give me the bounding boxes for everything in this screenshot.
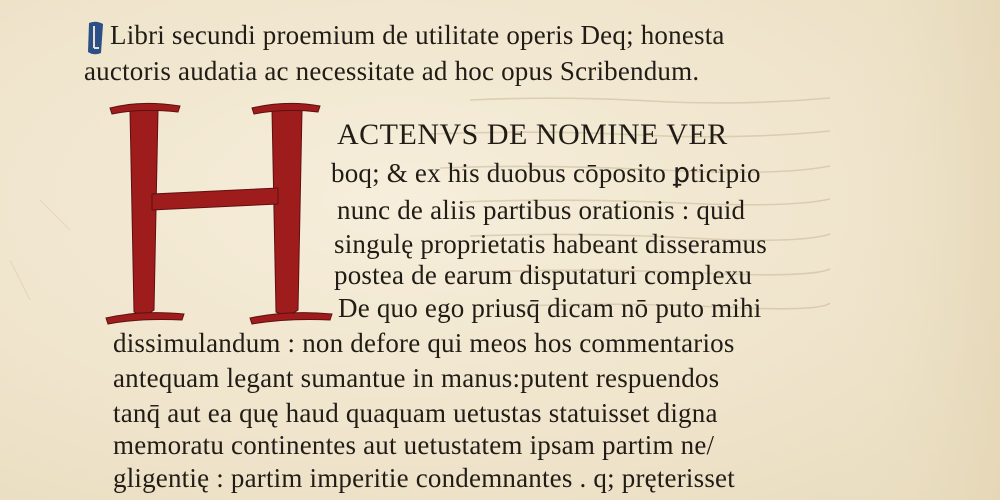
page-edge-shadow [830,0,1000,500]
body-line-1: ACTENVS DE NOMINE VER [337,118,728,151]
heading-line-2: auctoris audatia ac necessitate ad hoc opus Scribendum. [84,56,700,86]
blue-initial-icon [86,20,106,56]
body-line-2: boq; & ex his duobus cōposito ꝑticipio [331,158,761,188]
body-line-6: De quo ego priusq̄ dicam nō puto mihi [338,293,762,323]
drop-cap-h [100,100,340,332]
body-line-5: postea de earum disputaturi complexu [334,260,753,290]
body-line-11: gligentię : partim imperitie condemnantes . q; pręterisset [113,463,735,493]
body-line-10: memoratu continentes aut uetustatem ipsam partim ne/ [113,430,715,460]
body-line-7: dissimulandum : non defore qui meos hos commentarios [113,328,735,358]
heading-line-1: Libri secundi proemium de utilitate operis Deq; honesta [110,20,725,50]
body-line-9: tanq̄ aut ea quę haud quaquam uetustas statuisset digna [113,398,718,428]
body-line-8: antequam legant sumantue in manus:putent respuendos [113,363,720,393]
body-line-3: nunc de aliis partibus orationis : quid [337,195,746,225]
body-line-4: singulę proprietatis habeant disseramus [334,229,767,259]
